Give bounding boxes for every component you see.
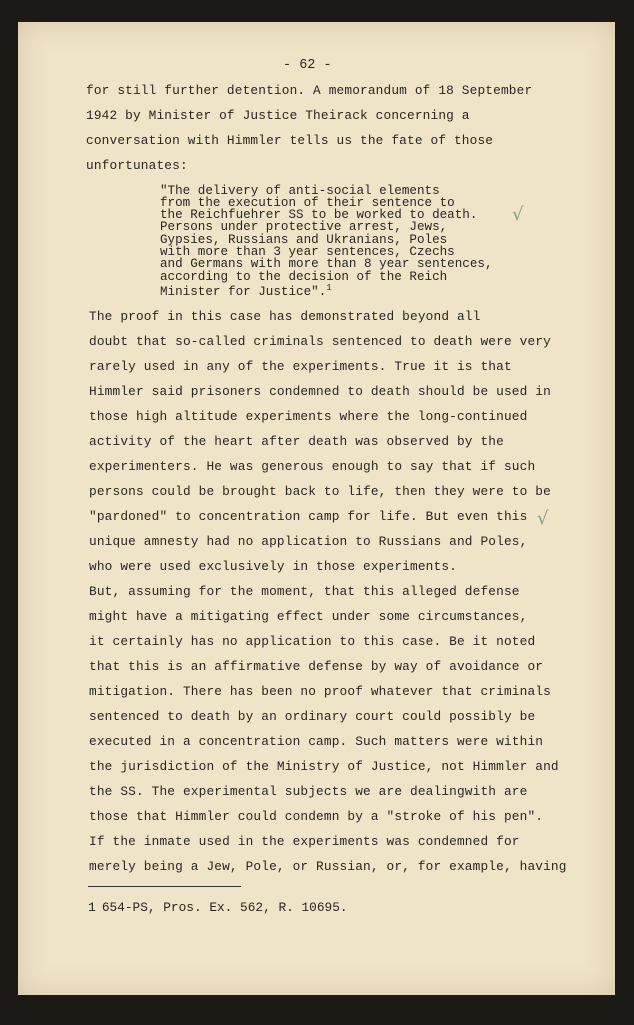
paragraph-line: If the inmate used in the experiments was condemned for xyxy=(89,834,520,849)
paragraph-line: experimenters. He was generous enough to say that if such xyxy=(89,459,536,474)
paragraph-line: executed in a concentration camp. Such matters were within xyxy=(89,734,544,749)
quote-line-last xyxy=(160,284,332,299)
paragraph-line: unique amnesty had no application to Russians and Poles, xyxy=(89,534,528,549)
quote-line: Persons under protective arrest, Jews, xyxy=(160,220,448,234)
paragraph-line: persons could be brought back to life, then they were to be xyxy=(89,484,551,499)
paragraph-line: mitigation. There has been no proof whatever that criminals xyxy=(89,684,551,699)
paragraph-line: those high altitude experiments where the long-continued xyxy=(89,409,528,424)
intro-line: for still further detention. A memorandum of 18 September xyxy=(86,83,533,98)
footnote xyxy=(88,900,348,915)
quote-line: with more than 3 year sentences, Czechs xyxy=(160,245,455,259)
paragraph-line: Himmler said prisoners condemned to death should be used in xyxy=(89,384,551,399)
paragraph-line: merely being a Jew, Pole, or Russian, or, for example, having xyxy=(89,859,567,874)
quote-line: and Germans with more than 8 year sentences, xyxy=(160,257,493,271)
checkmark-icon: √ xyxy=(537,508,549,529)
page-number: - 62 - xyxy=(283,58,332,73)
paragraph-line: that this is an affirmative defense by way of avoidance or xyxy=(89,659,544,674)
quote-line: according to the decision of the Reich xyxy=(160,270,448,284)
paragraph-line: "pardoned" to concentration camp for life. But even this xyxy=(89,509,528,524)
quote-line: the Reichfuehrer SS to be worked to death. xyxy=(160,208,478,222)
paragraph-line: might have a mitigating effect under some circumstances, xyxy=(89,609,528,624)
paragraph-line: the jurisdiction of the Ministry of Justice, not Himmler and xyxy=(89,759,559,774)
intro-line: unfortunates: xyxy=(86,158,188,173)
quote-line: from the execution of their sentence to xyxy=(160,196,455,210)
paragraph-line: The proof in this case has demonstrated beyond all xyxy=(89,309,481,324)
paragraph-line: doubt that so-called criminals sentenced to death were very xyxy=(89,334,551,349)
footnote-divider xyxy=(88,886,241,887)
quote-line: Gypsies, Russians and Ukranians, Poles xyxy=(160,233,448,247)
paragraph-line: it certainly has no application to this case. Be it noted xyxy=(89,634,536,649)
footnote-reference: 1 xyxy=(326,283,332,293)
checkmark-icon: √ xyxy=(512,204,524,225)
paragraph-line: those that Himmler could condemn by a "stroke of his pen". xyxy=(89,809,544,824)
quote-line: "The delivery of anti-social elements xyxy=(160,184,440,198)
paragraph-line: But, assuming for the moment, that this alleged defense xyxy=(89,584,520,599)
paragraph-line: the SS. The experimental subjects we are dealingwith are xyxy=(89,784,528,799)
intro-line: conversation with Himmler tells us the fate of those xyxy=(86,133,494,148)
footnote-number: 1 xyxy=(88,900,96,915)
footnote-text: 654-PS, Pros. Ex. 562, R. 10695. xyxy=(101,900,348,915)
paragraph-line: who were used exclusively in those experiments. xyxy=(89,559,457,574)
quote-line-text: Minister for Justice". xyxy=(160,285,327,300)
intro-line: 1942 by Minister of Justice Theirack concerning a xyxy=(86,108,470,123)
paragraph-line: activity of the heart after death was observed by the xyxy=(89,434,504,449)
paragraph-line: rarely used in any of the experiments. True it is that xyxy=(89,359,512,374)
paragraph-line: sentenced to death by an ordinary court could possibly be xyxy=(89,709,536,724)
